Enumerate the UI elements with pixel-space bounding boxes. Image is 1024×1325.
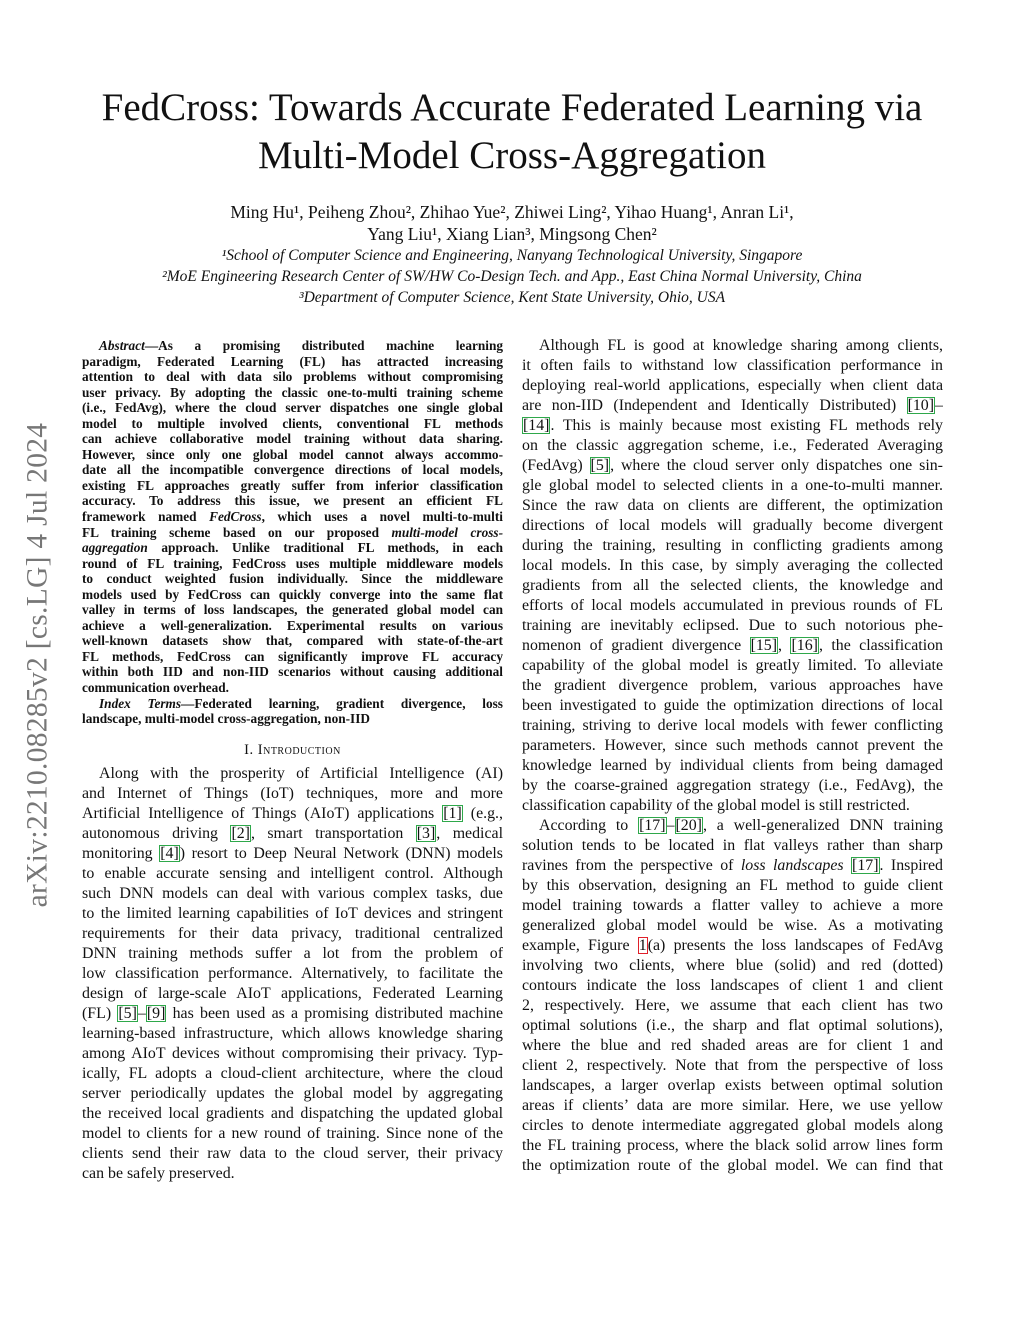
arxiv-identifier xyxy=(20,374,56,956)
body-line: areas if clients’ data are more similar. Here, we use yellow xyxy=(522,1097,943,1114)
figure-link[interactable]: 1 xyxy=(638,937,647,954)
section-heading: I. Introduction xyxy=(244,741,341,758)
body-line: clients send their raw data to the cloud server, their privacy xyxy=(82,1144,503,1162)
body-line: been investigated to guide the optimization directions of local xyxy=(522,697,943,714)
body-line: are non-IID (Independent and Identically Distributed) [10]– xyxy=(522,397,943,414)
body-line: model to clients for a new round of training. Since none of the xyxy=(82,1124,503,1142)
body-line: requirements for their data privacy, traditional centralized xyxy=(82,924,503,942)
body-line: learning-based infrastructure, which allows knowledge sharing xyxy=(82,1024,503,1042)
body-line: it often fails to withstand low classification performance in xyxy=(522,357,943,374)
body-line: Along with the prosperity of Artificial Intelligence (AI) xyxy=(99,764,503,782)
body-line: According to [17]–[20], a well-generalized DNN training xyxy=(539,817,943,834)
body-line: directions of local models will gradually become divergent xyxy=(522,517,943,534)
body-line: DNN training methods suffer a lot from the problem of xyxy=(82,944,503,962)
body-line: the received local gradients and dispatching the updated global xyxy=(82,1104,503,1122)
body-line: can be safely preserved. xyxy=(82,1164,235,1182)
citation-link[interactable]: [3] xyxy=(416,824,436,842)
body-line: contours indicate the loss landscapes of client 1 and client xyxy=(522,977,943,994)
body-line: the gradient divergence problem, various approaches have xyxy=(522,677,943,694)
citation-link[interactable]: [5] xyxy=(590,457,610,474)
body-line: [14]. This is mainly because most existing FL methods rely xyxy=(523,417,943,434)
abstract-line: existing FL approaches greatly suffer from inferior classification xyxy=(82,477,503,493)
abstract-line: round of FL training, FedCross uses multiple middleware models xyxy=(82,555,503,571)
citation-link[interactable]: [17] xyxy=(639,817,666,834)
body-line: server periodically updates the global model by aggregating xyxy=(82,1084,503,1102)
arxiv-identifier-text: arXiv:2210.08285v2 [cs.LG] 4 Jul 2024 xyxy=(21,422,54,908)
index-terms-label: Index Terms xyxy=(99,695,182,711)
body-line: on the classic aggregation scheme, i.e., Federated Averaging xyxy=(522,437,943,454)
body-line: generalized global model would be wise. As a motivating xyxy=(522,917,943,934)
abstract-line: model to multiple involved clients, conventional FL methods xyxy=(82,415,503,431)
citation-link[interactable]: [10] xyxy=(907,397,935,414)
body-line: monitoring [4]) resort to Deep Neural Network (DNN) models xyxy=(82,844,503,862)
body-line: to the limited learning capabilities of IoT devices and stringent xyxy=(82,904,503,922)
abstract-line: valley in terms of loss landscapes, the generated global model can xyxy=(82,602,503,618)
body-line: by this observation, designing an FL method to guide client xyxy=(522,877,943,894)
abstract-line: framework named FedCross, which uses a novel multi-to-multi xyxy=(82,509,503,525)
citation-link[interactable]: [2] xyxy=(231,824,250,842)
author-list xyxy=(60,201,964,245)
abstract xyxy=(82,338,503,727)
citation-link[interactable]: [9] xyxy=(146,1004,166,1022)
citation-link[interactable]: [14] xyxy=(523,417,550,434)
body-line: the optimization route of the global model. We can find that xyxy=(522,1157,943,1174)
body-line: ically, FL adopts a cloud-client architecture, where the cloud xyxy=(82,1064,503,1082)
body-line: optimal solutions (i.e., the sharp and flat optimal solutions), xyxy=(522,1017,943,1034)
title-line-1: FedCross: Towards Accurate Federated Learning via xyxy=(101,86,923,129)
body-line: deploying real-world applications, especially when client data xyxy=(522,377,943,394)
abstract-line: accuracy. To address this issue, we present an efficient FL xyxy=(82,493,503,509)
affiliation-2: ²MoE Engineering Research Center of SW/HW Co-Design Tech. and App., East China Normal University, China xyxy=(162,268,862,285)
intro-paragraph xyxy=(82,764,503,1184)
body-line: Artificial Intelligence of Things (AIoT) applications [1] (e.g., xyxy=(82,804,503,822)
abstract-line: well-known datasets show that, compared with state-of-the-art xyxy=(82,633,503,649)
abstract-line: paradigm, Federated Learning (FL) has attracted increasing xyxy=(82,353,503,369)
body-line: by the coarse-grained aggregation strategy (i.e., FedAvg), the xyxy=(522,777,943,794)
index-terms-line: Index Terms—Federated learning, gradient divergence, loss xyxy=(99,695,503,711)
abstract-line: models used by FedCross can quickly converge into the same flat xyxy=(82,586,503,602)
authors-line-1: Ming Hu¹, Peiheng Zhou², Zhihao Yue², Zhiwei Ling², Yihao Huang¹, Anran Li¹, xyxy=(230,202,794,222)
body-line: example, Figure 1(a) presents the loss landscapes of FedAvg xyxy=(522,937,943,954)
abstract-line: FL methods, FedCross can significantly improve FL accuracy xyxy=(82,648,503,664)
body-line: local models. In this case, by simply averaging the collected xyxy=(522,557,943,574)
body-line: circles to denote intermediate aggregated global models along xyxy=(522,1117,943,1134)
body-line: efforts of local models accumulated in previous rounds of FL xyxy=(522,597,943,614)
abstract-line: within both IID and non-IID scenarios without causing additional xyxy=(82,664,503,680)
abstract-line: attention to deal with data silo problems without compromising xyxy=(82,369,503,385)
affiliation-3: ³Department of Computer Science, Kent State University, Ohio, USA xyxy=(298,289,726,306)
abstract-line: However, since only one global model cannot always accommo- xyxy=(82,446,503,462)
abstract-line: user privacy. By adopting the classic one-to-multi training scheme xyxy=(82,384,503,400)
body-line: design of large-scale AIoT applications, Federated Learning xyxy=(82,984,503,1002)
body-line: Since the raw data on clients are different, the optimization xyxy=(522,497,943,514)
body-line: gle global model to selected clients in a one-to-multi manner. xyxy=(522,477,943,494)
citation-link[interactable]: [4] xyxy=(160,844,179,862)
affiliation-1: ¹School of Computer Science and Engineering, Nanyang Technological University, Singapore xyxy=(221,247,803,264)
body-line: nomenon of gradient divergence [15], [16], the classification xyxy=(522,637,943,654)
body-line: parameters. However, since such methods cannot prevent the xyxy=(522,737,943,754)
body-line: autonomous driving [2], smart transportation [3], medical xyxy=(82,824,503,842)
body-line: and Internet of Things (IoT) techniques, more and more xyxy=(82,784,503,802)
body-line: landscapes, a larger overlap exists between optimal solution xyxy=(522,1077,943,1094)
abstract-line: aggregation approach. Unlike traditional FL methods, in each xyxy=(82,540,503,556)
body-line: solution tends to be located in flat valleys rather than sharp xyxy=(522,837,943,854)
abstract-line: can achieve collaborative model training without data sharing. xyxy=(82,431,503,447)
abstract-line: communication overhead. xyxy=(82,680,229,696)
body-line: (FL) [5]–[9] has been used as a promising distributed machine xyxy=(82,1004,503,1022)
body-line: during the training, resulting in conflicting gradients among xyxy=(522,537,943,554)
body-line: (FedAvg) [5], where the cloud server only dispatches one sin- xyxy=(522,457,943,474)
citation-link[interactable]: [16] xyxy=(791,637,818,654)
body-line: model training towards a flatter valley to achieve a more xyxy=(522,897,943,914)
abstract-line: Abstract—As a promising distributed machine learning xyxy=(99,338,503,353)
body-line: 2, respectively. Here, we assume that each client has two xyxy=(522,997,943,1014)
body-line: where the blue and red shaded areas are for client 1 and xyxy=(522,1037,943,1054)
body-line: classification capability of the global model is still restricted. xyxy=(522,797,910,814)
citation-link[interactable]: [5] xyxy=(118,1004,137,1022)
body-line: involving two clients, where blue (solid) and red (dotted) xyxy=(522,957,943,974)
title-line-2: Multi-Model Cross-Aggregation xyxy=(257,134,767,177)
index-terms-line: landscape, multi-model cross-aggregation, non-IID xyxy=(82,711,370,727)
body-line: capability of the global model is greatly limited. To alleviate xyxy=(522,657,943,674)
citation-link[interactable]: [1] xyxy=(443,804,462,822)
body-line: the FL training process, where the black solid arrow lines form xyxy=(522,1137,943,1154)
abstract-line: date all the incompatible convergence directions of local models, xyxy=(82,462,503,478)
abstract-line: achieve a well-generalization. Experimental results on various xyxy=(82,617,503,633)
right-column xyxy=(522,336,943,1176)
body-line: training, striving to derive local models with fewer conflicting xyxy=(522,717,943,734)
body-line: training are inevitably eclipsed. Due to such notorious phe- xyxy=(522,617,943,634)
body-line: gradients from all the selected clients, the knowledge and xyxy=(522,577,943,594)
body-line: Although FL is good at knowledge sharing among clients, xyxy=(539,337,943,354)
citation-link[interactable]: [17] xyxy=(852,857,879,874)
body-line: knowledge learned by individual clients from being damaged xyxy=(522,757,943,774)
citation-link[interactable]: [15] xyxy=(750,637,778,654)
body-line: such DNN models can deal with various complex tasks, due xyxy=(82,884,503,902)
body-line: client 2, respectively. Note that from the perspective of loss xyxy=(522,1057,943,1074)
left-column xyxy=(82,338,503,1184)
affiliations xyxy=(60,245,964,308)
body-line: among AIoT devices without compromising their privacy. Typ- xyxy=(82,1044,503,1062)
abstract-line: to conduct weighted fusion individually. Since the middleware xyxy=(82,571,503,587)
authors-line-2: Yang Liu¹, Xiang Lian³, Mingsong Chen² xyxy=(367,224,657,244)
paper-title xyxy=(60,84,964,180)
abstract-label: Abstract xyxy=(99,338,145,353)
abstract-line: (i.e., FedAvg), where the cloud server dispatches one single global xyxy=(82,400,503,416)
body-line: to enable accurate sensing and intelligent control. Although xyxy=(82,864,503,882)
abstract-line: FL training scheme based on our proposed multi-model cross- xyxy=(82,524,503,540)
body-line: ravines from the perspective of loss landscapes [17]. Inspired xyxy=(522,857,943,874)
body-line: low classification performance. Alternatively, to facilitate the xyxy=(82,964,503,982)
citation-link[interactable]: [20] xyxy=(675,817,702,834)
